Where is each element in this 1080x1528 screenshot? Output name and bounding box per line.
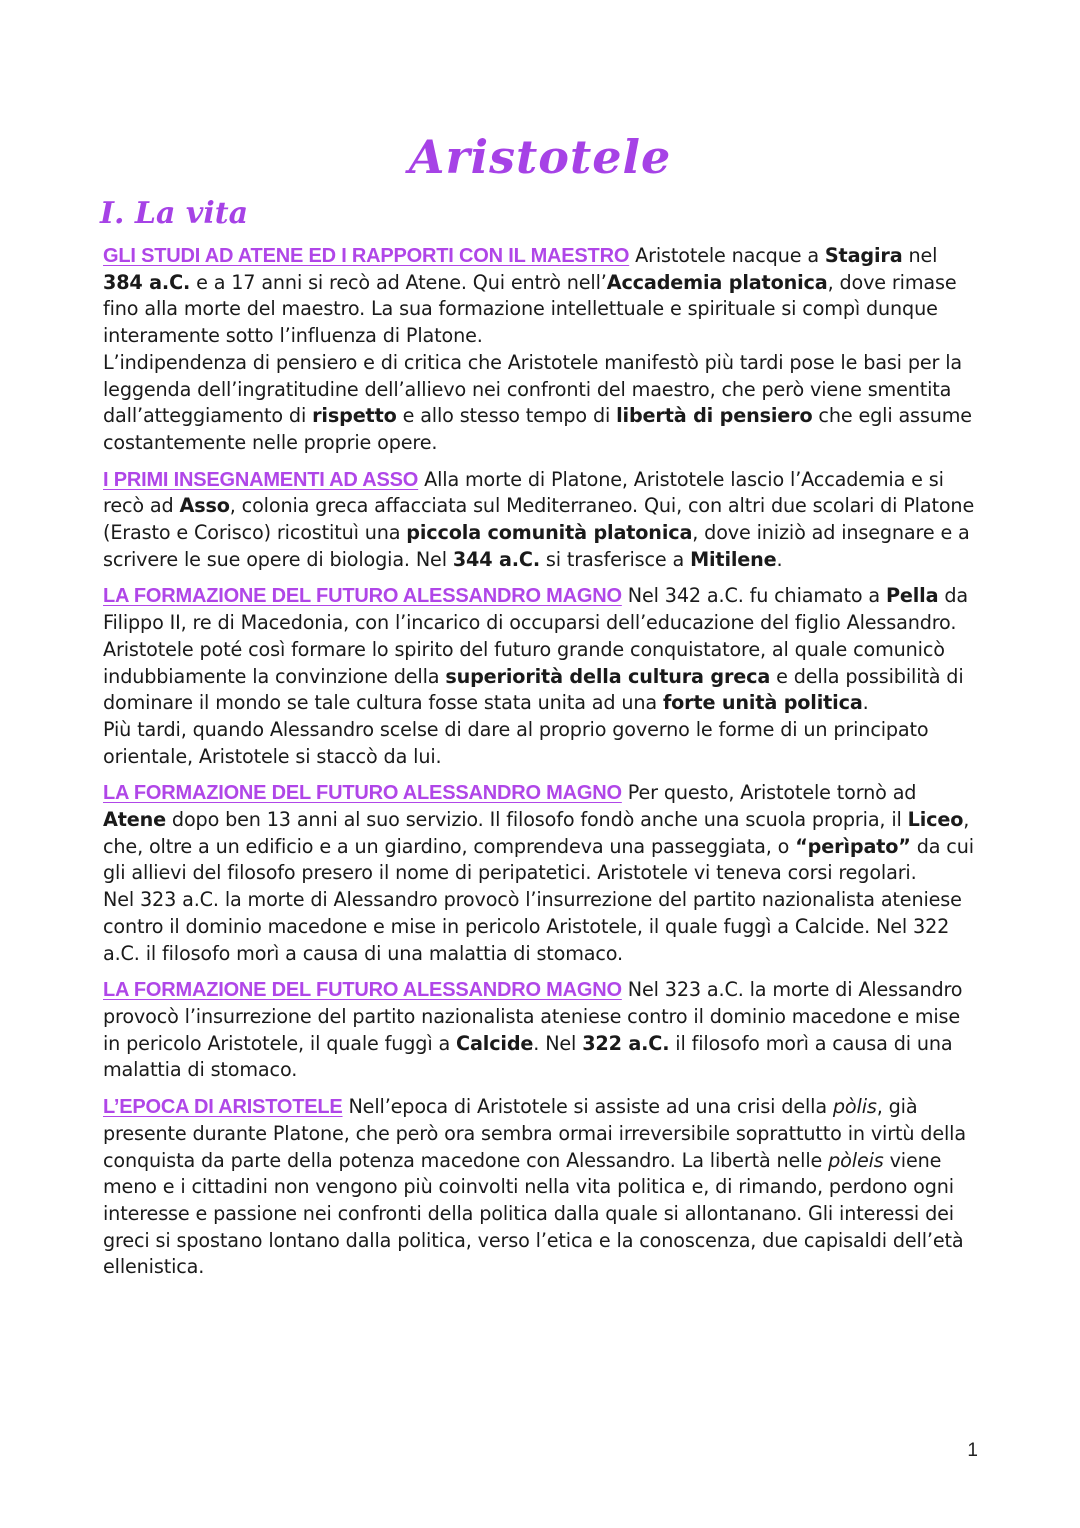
text-run: , dove iniziò ad insegnare e a scrivere le sue opere di biologia. Nel — [103, 521, 970, 571]
paragraph-text — [103, 244, 972, 454]
text-run: . — [862, 691, 869, 715]
bold-text: piccola comunità platonica — [406, 521, 693, 545]
paragraph-text — [103, 781, 974, 964]
bold-text: 322 a.C. — [582, 1031, 670, 1055]
paragraph-heading: LA FORMAZIONE DEL FUTURO ALESSANDRO MAGNO — [103, 585, 622, 608]
bold-text: Mitilene — [690, 547, 777, 571]
paragraph-heading: LA FORMAZIONE DEL FUTURO ALESSANDRO MAGNO — [103, 782, 622, 805]
paragraph-heading: LA FORMAZIONE DEL FUTURO ALESSANDRO MAGNO — [103, 979, 622, 1002]
paragraph-text — [103, 1095, 966, 1278]
text-run: , che, oltre a un edificio e a un giardino, comprendeva una passeggiata, o — [103, 808, 970, 858]
text-run: . — [776, 547, 783, 571]
bold-text: Calcide — [456, 1031, 534, 1055]
text-run: che egli assume costantemente nelle proprie opere. — [103, 404, 972, 454]
paragraph-alessandro-1 — [103, 583, 975, 770]
text-run: si trasferisce a — [539, 547, 691, 571]
bold-text: Accademia platonica — [606, 270, 828, 294]
text-run: Nel 323 a.C. la morte di Alessandro provocò l’insurrezione del partito nazionalista ateniese contro il dominio macedone e mise in pericolo Aristotele, il quale fuggì a Calcide. Nel 322 a.C. il filosofo morì a causa di una malattia di stomaco. — [103, 888, 962, 965]
text-run: , colonia greca affacciata sul Mediterraneo. Qui, con altri due scolari di Platone (Erasto e Corisco) ricostituì una — [103, 494, 975, 545]
italic-text: pòleis — [828, 1148, 884, 1172]
text-run: viene meno e i cittadini non vengono più coinvolti nella vita politica e, di rimando, perdono ogni interesse e passione nei confronti della politica dalla quale si allontanano. Gli interessi dei greci si spostano lontano dalla politica, verso l’etica e la conoscenza, due capisaldi dell’età ellenistica. — [103, 1148, 964, 1279]
document-title: Aristotele — [408, 130, 672, 184]
bold-text: Pella — [885, 584, 939, 608]
paragraph-epoca — [103, 1094, 975, 1281]
bold-text: Stagira — [824, 244, 903, 267]
text-run: da cui gli allievi del filosofo presero il nome di peripatetici. Aristotele vi teneva corsi regolari. — [103, 834, 974, 885]
page-number: 1 — [967, 1440, 978, 1461]
text-run: il filosofo morì a causa di una malattia di stomaco. — [103, 1031, 953, 1082]
text-run: L’indipendenza di pensiero e di critica che Aristotele manifestò più tardi pose le basi per la leggenda dell’ingratitudine dell’allievo nei confronti del maestro, che però viene smentita dall’atteggiamento di — [103, 350, 962, 428]
paragraph-text — [103, 584, 968, 767]
text-run: Alla morte di Platone, Aristotele lascio l’Accademia e si recò ad — [103, 467, 944, 518]
text-run: . Nel — [533, 1031, 583, 1055]
paragraph-studi-atene — [103, 243, 975, 457]
paragraph-heading: GLI STUDI AD ATENE ED I RAPPORTI CON IL MAESTRO — [103, 245, 630, 267]
text-run: e della possibilità di dominare il mondo se tale cultura fosse stata unita ad una — [103, 664, 964, 715]
bold-text: libertà di pensiero — [616, 404, 813, 428]
text-run: e allo stesso tempo di — [396, 404, 617, 428]
paragraph-alessandro-2 — [103, 780, 975, 967]
paragraph-alessandro-3 — [103, 977, 975, 1084]
text-run: Nell’epoca di Aristotele si assiste ad una crisi della — [342, 1095, 833, 1119]
paragraph-asso — [103, 467, 975, 574]
text-run: Nel 323 a.C. la morte di Alessandro provocò l’insurrezione del partito nazionalista ateniese contro il dominio macedone e mise in pericolo Aristotele, il quale fuggì a — [103, 978, 963, 1055]
document-body — [103, 243, 975, 1291]
bold-text: rispetto — [312, 404, 397, 428]
bold-text: Asso — [179, 494, 230, 518]
text-run: dopo ben 13 anni al suo servizio. Il filosofo fondò anche una scuola propria, il — [165, 808, 908, 832]
text-run: , già presente durante Platone, che però ora sembra ormai irreversibile soprattutto in virtù della conquista da parte della potenza macedone con Alessandro. La libertà nelle — [103, 1095, 966, 1172]
text-run: da Filippo II, re di Macedonia, con l’incarico di occuparsi dell’educazione del figlio Alessandro. Aristotele poté così formare lo spirito del futuro grande conquistatore, al quale comunicò indubbiamente la convinzione della — [103, 584, 969, 688]
text-run: nel — [902, 244, 938, 267]
text-run: Nel 342 a.C. fu chiamato a — [621, 584, 886, 608]
text-run: Più tardi, quando Alessandro scelse di dare al proprio governo le forme di un principato orientale, Aristotele si staccò da lui. — [103, 717, 929, 768]
bold-text: 344 a.C. — [452, 547, 540, 571]
section-title: I. La vita — [100, 196, 249, 231]
text-run: e a 17 anni si recò ad Atene. Qui entrò nell’ — [190, 270, 607, 294]
bold-text: Liceo — [907, 808, 964, 832]
bold-text: Atene — [103, 808, 166, 832]
text-run: Aristotele nacque a — [629, 244, 825, 267]
paragraph-heading: I PRIMI INSEGNAMENTI AD ASSO — [103, 468, 419, 491]
paragraph-heading: L’EPOCA DI ARISTOTELE — [103, 1096, 343, 1119]
bold-text: 384 a.C. — [103, 270, 191, 294]
bold-text: forte unità politica — [662, 691, 863, 715]
bold-text: superiorità della cultura greca — [445, 664, 771, 688]
text-run: Per questo, Aristotele tornò ad — [621, 781, 917, 805]
italic-text: pòlis — [832, 1095, 877, 1119]
bold-text: “perìpato” — [795, 834, 911, 858]
text-run: , dove rimase fino alla morte del maestro. La sua formazione intellettuale e spirituale si compì dunque interamente sotto l’influenza di Platone. — [103, 270, 957, 348]
